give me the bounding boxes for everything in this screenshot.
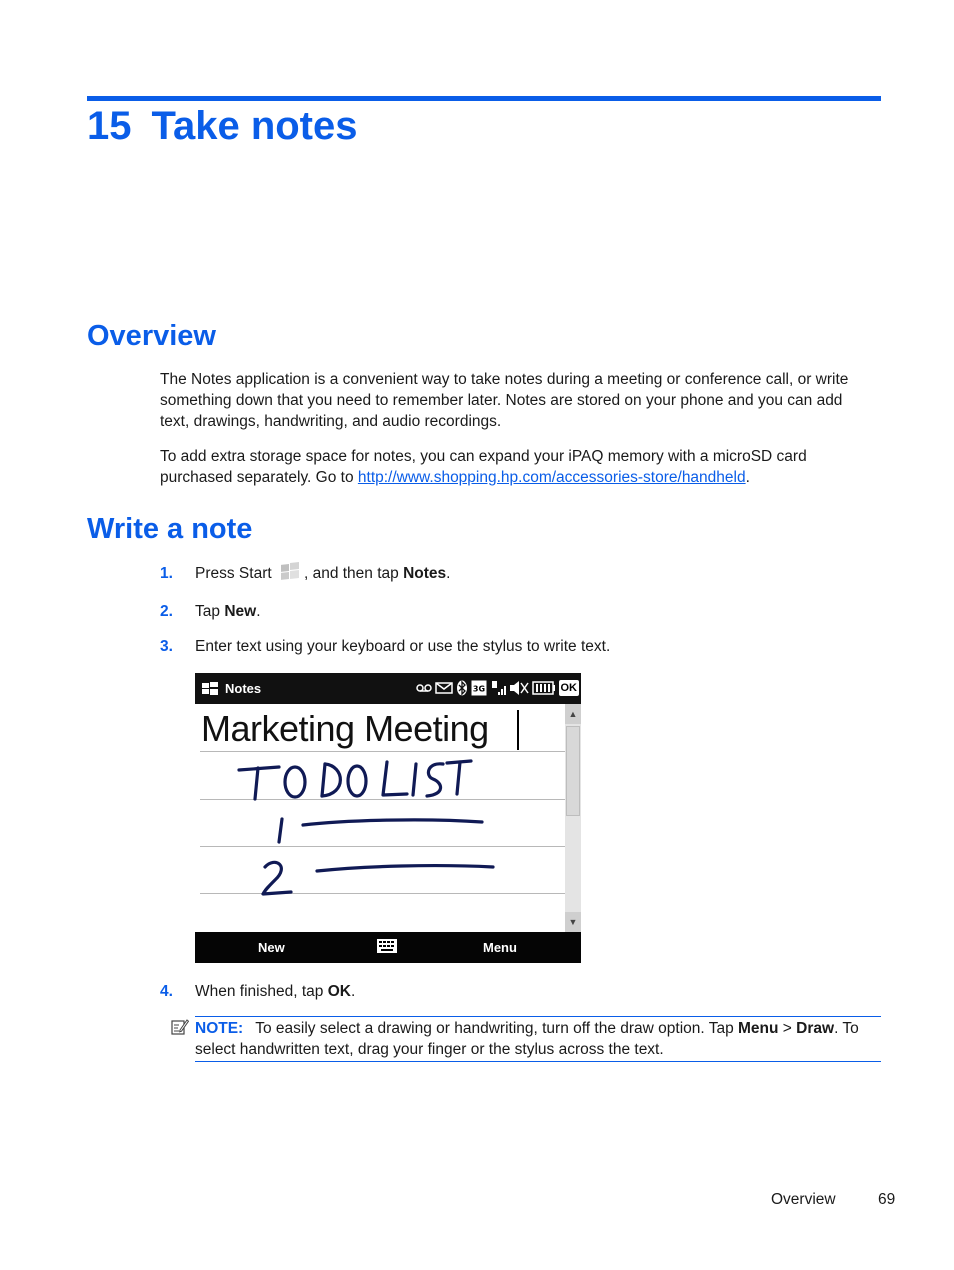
- softkey-bar: [195, 932, 581, 963]
- bluetooth-icon: [456, 679, 468, 697]
- step-bold: Notes: [403, 565, 447, 582]
- menu-softkey[interactable]: Menu: [483, 940, 517, 955]
- scroll-down-icon[interactable]: ▼: [565, 912, 581, 932]
- step-bold: OK: [327, 983, 351, 1000]
- vertical-scrollbar[interactable]: [565, 704, 581, 932]
- windows-logo-icon[interactable]: [201, 681, 221, 702]
- 3g-label: 3G: [472, 684, 485, 694]
- step-text-end: .: [446, 565, 451, 582]
- handwriting-ink: [195, 704, 565, 932]
- note-text-end: . To select handwritten text, drag your finger or the stylus across the text.: [195, 1020, 859, 1058]
- typed-note-text: Marketing Meeting: [201, 708, 489, 749]
- storage-text: To add extra storage space for notes, you can expand your iPAQ memory with a microSD card purchased separately. Go to: [160, 448, 807, 486]
- storage-text-end: .: [745, 469, 750, 486]
- step-text-end: .: [350, 983, 356, 1000]
- chapter-rule: [87, 96, 881, 101]
- step-number: 1.: [160, 565, 173, 582]
- step-number: 4.: [160, 983, 173, 1000]
- step-text: When finished, tap: [195, 983, 328, 1000]
- write-note-heading: Write a note: [87, 513, 253, 545]
- note-callout: [195, 1016, 881, 1062]
- chapter-number: 15: [87, 104, 132, 148]
- step-bold: New: [224, 603, 257, 620]
- scroll-thumb[interactable]: [566, 726, 580, 816]
- keyboard-icon[interactable]: [376, 938, 398, 957]
- app-title: Notes: [225, 681, 262, 696]
- step-text-mid: , and then tap: [303, 565, 404, 582]
- step-text: Press Start: [195, 565, 276, 582]
- signal-strength-icon: [490, 679, 506, 697]
- notes-screenshot: [195, 673, 581, 963]
- hp-accessories-link[interactable]: http://www.shopping.hp.com/accessories-store/handheld: [357, 469, 746, 486]
- overview-paragraph-2: [160, 446, 872, 488]
- step-text-end: .: [256, 603, 261, 620]
- step-3: [160, 636, 610, 657]
- note-text: To easily select a drawing or handwriting, turn off the draw option. Tap: [255, 1020, 739, 1037]
- step-text: Enter text using your keyboard or use the stylus to write text.: [195, 638, 611, 655]
- footer-section: Overview: [771, 1191, 836, 1208]
- status-icons: [416, 679, 580, 697]
- step-2: [160, 601, 261, 622]
- note-bold-draw: Draw: [796, 1020, 835, 1037]
- step-text: Tap: [195, 603, 225, 620]
- note-label: NOTE:: [195, 1020, 244, 1037]
- scroll-up-icon[interactable]: ▲: [565, 704, 581, 724]
- step-4: [160, 981, 355, 1002]
- step-number: 2.: [160, 603, 173, 620]
- windows-start-icon: [280, 562, 300, 588]
- step-1: [160, 562, 450, 588]
- note-bold-menu: Menu: [738, 1020, 779, 1037]
- page-number: 69: [878, 1191, 896, 1208]
- note-pencil-icon: [171, 1018, 189, 1041]
- message-icon: [435, 679, 453, 697]
- ok-button[interactable]: OK: [560, 682, 577, 694]
- overview-paragraph-1: The Notes application is a convenient way to take notes during a meeting or conference call, or write something down that you need to remember later. Notes are stored on your phone and you can add text, drawings, handwriting, and audio recordings.: [160, 371, 849, 430]
- chapter-title-text: Take notes: [151, 104, 358, 148]
- overview-heading: Overview: [87, 320, 216, 352]
- chapter-title: [87, 104, 358, 149]
- status-bar: [195, 673, 581, 704]
- 3g-icon: [471, 679, 487, 697]
- step-number: 3.: [160, 638, 173, 655]
- note-canvas[interactable]: [195, 704, 565, 932]
- new-softkey[interactable]: New: [258, 940, 285, 955]
- note-separator: >: [778, 1020, 797, 1037]
- speaker-muted-icon[interactable]: [509, 679, 529, 697]
- battery-icon: [532, 679, 556, 697]
- voicemail-icon: [416, 679, 432, 697]
